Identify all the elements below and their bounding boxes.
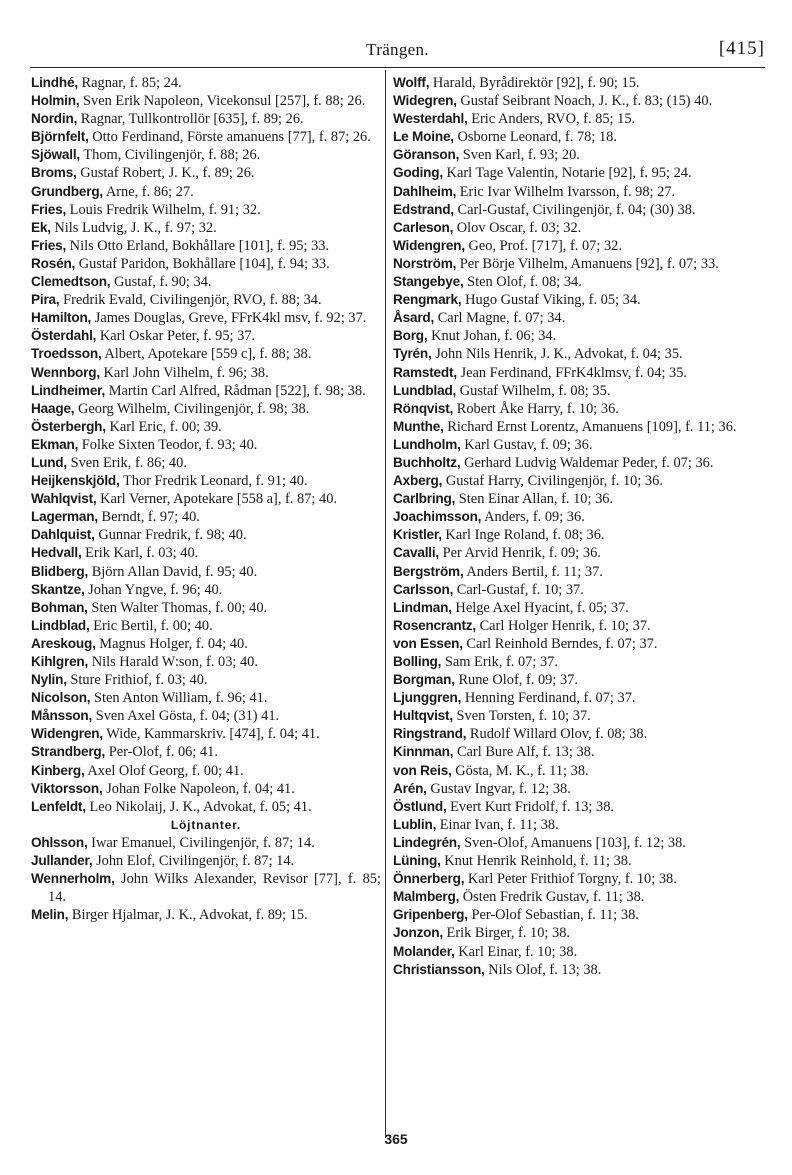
- entry-details: Sven Axel Gösta, f. 04; (31) 41.: [92, 708, 280, 725]
- entry-details: Karl John Vilhelm, f. 96; 38.: [99, 364, 269, 381]
- entry-surname: Norström,: [393, 255, 457, 271]
- list-item: [393, 617, 743, 635]
- list-item: [393, 852, 743, 870]
- entry-surname: Ramstedt,: [393, 364, 457, 380]
- entry-details: Eric Anders, RVO, f. 85; 15.: [467, 111, 636, 128]
- list-item: [31, 689, 381, 707]
- list-item: [31, 834, 381, 852]
- entry-details: Iwar Emanuel, Civilingenjör, f. 87; 14.: [87, 834, 315, 851]
- entry-details: Robert Åke Harry, f. 10; 36.: [453, 400, 619, 417]
- list-item: [31, 852, 381, 870]
- entry-details: Hugo Gustaf Viking, f. 05; 34.: [461, 292, 641, 309]
- list-item: [393, 92, 743, 110]
- entry-details: Nils Harald W:son, f. 03; 40.: [88, 654, 258, 670]
- list-item: [31, 291, 381, 309]
- entry-surname: Nylin,: [31, 672, 67, 688]
- entry-details: Gösta, M. K., f. 11; 38.: [451, 762, 589, 779]
- list-item: [31, 382, 381, 400]
- entry-details: Einar Ivan, f. 11; 38.: [436, 816, 559, 833]
- list-item: [31, 653, 381, 671]
- entry-surname: Troedsson,: [31, 346, 102, 362]
- page-bracket-number: [415]: [718, 38, 765, 59]
- entry-surname: Lindegrén,: [393, 834, 461, 850]
- entry-details: Jean Ferdinand, FFrK4klmsv, f. 04; 35.: [456, 364, 688, 381]
- entry-details: Gunnar Fredrik, f. 98; 40.: [94, 527, 247, 544]
- entry-details: Ragnar, Tullkontrollör [635], f. 89; 26.: [77, 111, 304, 128]
- page-title: Trängen.: [366, 40, 429, 59]
- entry-details: Berndt, f. 97; 40.: [97, 509, 200, 526]
- list-item: [31, 400, 381, 418]
- list-item: [31, 309, 381, 327]
- entry-details: Thor Fredrik Leonard, f. 91; 40.: [119, 473, 308, 490]
- list-item: [31, 762, 381, 780]
- entry-surname: Lindblad,: [31, 617, 90, 633]
- entry-surname: Carlsson,: [393, 581, 454, 597]
- list-item: [393, 382, 743, 400]
- entry-surname: Lindhé,: [31, 75, 78, 90]
- entry-surname: Kinberg,: [31, 762, 85, 778]
- entry-surname: Carleson,: [393, 219, 454, 235]
- list-item: [31, 436, 381, 454]
- list-item: [393, 924, 743, 942]
- list-item: [393, 364, 743, 382]
- entry-surname: Munthe,: [393, 418, 444, 434]
- entry-surname: Christiansson,: [393, 961, 485, 977]
- list-item: [393, 599, 743, 617]
- entry-details: Sten Walter Thomas, f. 00; 40.: [87, 599, 268, 616]
- list-item: [393, 906, 743, 924]
- list-item: [31, 110, 381, 128]
- page-header: [30, 40, 765, 66]
- entry-surname: Widengren,: [31, 726, 103, 742]
- entry-details: Sven-Olof, Amanuens [103], f. 12; 38.: [460, 834, 686, 851]
- entry-surname: Viktorsson,: [31, 780, 103, 796]
- list-item: [393, 689, 743, 707]
- list-item: [31, 870, 381, 906]
- list-item: [393, 146, 743, 164]
- entry-surname: Hamilton,: [31, 310, 92, 326]
- list-item: [31, 74, 381, 92]
- entry-details: Gustaf Harry, Civilingenjör, f. 10; 36.: [442, 473, 663, 490]
- list-item: [31, 472, 381, 490]
- entry-surname: Lindman,: [393, 599, 452, 615]
- entry-details: Sten Einar Allan, f. 10; 36.: [455, 491, 614, 508]
- list-item: [31, 418, 381, 436]
- list-item: [31, 725, 381, 743]
- entry-details: Carl Reinhold Berndes, f. 07; 37.: [462, 635, 658, 652]
- list-item: [393, 816, 743, 834]
- entry-details: Sture Frithiof, f. 03; 40.: [66, 672, 208, 689]
- entry-details: Knut Henrik Reinhold, f. 11; 38.: [440, 853, 632, 870]
- entry-surname: Westerdahl,: [393, 111, 468, 127]
- entry-details: Johan Folke Napoleon, f. 04; 41.: [102, 780, 295, 797]
- entry-surname: Björnfelt,: [31, 129, 89, 145]
- entry-details: Eric Ivar Wilhelm Ivarsson, f. 98; 27.: [456, 183, 676, 200]
- entry-details: Richard Ernst Lorentz, Amanuens [109], f. 11; 36.: [443, 418, 737, 435]
- list-item: [31, 906, 381, 924]
- entry-surname: Göranson,: [393, 147, 460, 163]
- entry-details: Louis Fredrik Wilhelm, f. 91; 32.: [66, 201, 261, 218]
- entry-surname: Skantze,: [31, 581, 85, 597]
- entry-surname: Dahlheim,: [393, 183, 457, 199]
- entry-details: Leo Nikolaij, J. K., Advokat, f. 05; 41.: [85, 798, 312, 815]
- entry-details: Gerhard Ludvig Waldemar Peder, f. 07; 36.: [460, 454, 714, 471]
- list-item: [393, 635, 743, 653]
- entry-details: Sten Anton William, f. 96; 41.: [90, 690, 268, 707]
- entry-details: Karl Verner, Apotekare [558 a], f. 87; 40.: [96, 491, 338, 508]
- entry-surname: Nordin,: [31, 111, 78, 127]
- entry-surname: Areskoug,: [31, 635, 96, 651]
- list-item: [31, 345, 381, 363]
- list-item: [31, 508, 381, 526]
- entry-surname: Cavalli,: [393, 545, 440, 561]
- entry-details: Per-Olof, f. 06; 41.: [105, 744, 218, 761]
- entry-details: Carl-Gustaf, Civilingenjör, f. 04; (30) 38.: [453, 201, 696, 218]
- list-item: [31, 707, 381, 725]
- entry-surname: Axberg,: [393, 473, 443, 489]
- entry-surname: Fries,: [31, 201, 67, 217]
- entry-surname: Wennerholm,: [31, 871, 115, 887]
- entry-surname: Melin,: [31, 907, 69, 923]
- entry-details: Karl Oskar Peter, f. 95; 37.: [96, 328, 256, 345]
- entry-surname: Gripenberg,: [393, 907, 468, 923]
- entry-details: Gustaf Seibrant Noach, J. K., f. 83; (15) 40.: [456, 93, 713, 110]
- list-item: [393, 273, 743, 291]
- list-item: [393, 472, 743, 490]
- entry-surname: Strandberg,: [31, 744, 106, 760]
- list-item: [393, 183, 743, 201]
- entry-details: Thom, Civilingenjör, f. 88; 26.: [80, 147, 261, 164]
- entry-surname: Joachimsson,: [393, 509, 482, 525]
- list-item: [31, 164, 381, 182]
- left-column: [31, 74, 381, 924]
- list-item: [393, 454, 743, 472]
- list-item: [393, 291, 743, 309]
- entry-details: Per-Olof Sebastian, f. 11; 38.: [467, 907, 639, 924]
- list-item: [393, 508, 743, 526]
- entry-details: John Wilks Alexander, Revisor [77], f. 85; 14.: [48, 871, 381, 906]
- list-item: [393, 164, 743, 182]
- entry-details: Nils Ludvig, J. K., f. 97; 32.: [50, 219, 217, 236]
- list-item: [393, 653, 743, 671]
- entry-surname: Rönqvist,: [393, 400, 454, 416]
- entry-surname: Goding,: [393, 165, 443, 181]
- entry-details: Evert Kurt Fridolf, f. 13; 38.: [446, 798, 614, 815]
- entry-surname: Önnerberg,: [393, 871, 465, 887]
- list-item: [393, 327, 743, 345]
- entry-surname: Lundholm,: [393, 436, 461, 452]
- list-item: [393, 743, 743, 761]
- list-item: [393, 544, 743, 562]
- entry-surname: Bolling,: [393, 654, 442, 669]
- entry-surname: Buchholtz,: [393, 454, 461, 470]
- entry-details: Helge Axel Hyacint, f. 05; 37.: [451, 599, 629, 616]
- entry-surname: Lindheimer,: [31, 382, 106, 398]
- entry-surname: von Reis,: [393, 762, 452, 778]
- list-item: [393, 780, 743, 798]
- entry-surname: Nicolson,: [31, 690, 91, 706]
- entry-details: Magnus Holger, f. 04; 40.: [95, 635, 248, 652]
- entry-details: Birger Hjalmar, J. K., Advokat, f. 89; 15.: [68, 907, 308, 924]
- list-item: [31, 146, 381, 164]
- entry-surname: Grundberg,: [31, 183, 104, 199]
- entry-surname: Rosén,: [31, 255, 76, 271]
- entry-surname: Lagerman,: [31, 509, 98, 525]
- entry-details: Georg Wilhelm, Civilingenjör, f. 98; 38.: [74, 400, 310, 417]
- entry-details: Eric Bertil, f. 00; 40.: [89, 617, 213, 634]
- entry-details: Ragnar, f. 85; 24.: [77, 75, 182, 91]
- list-item: [31, 255, 381, 273]
- entry-surname: Rengmark,: [393, 292, 462, 308]
- list-item: [31, 581, 381, 599]
- column-divider: [385, 70, 386, 1138]
- list-item: [393, 128, 743, 146]
- list-item: [393, 436, 743, 454]
- entry-details: Anders, f. 09; 36.: [481, 509, 585, 526]
- entry-details: Harald, Byrådirektör [92], f. 90; 15.: [429, 75, 640, 91]
- entry-details: John Elof, Civilingenjör, f. 87; 14.: [92, 853, 295, 870]
- entry-details: Sven Torsten, f. 10; 37.: [452, 708, 591, 725]
- entry-details: Geo, Prof. [717], f. 07; 32.: [464, 237, 622, 254]
- list-item: [31, 544, 381, 562]
- entry-details: Anders Bertil, f. 11; 37.: [463, 563, 603, 580]
- entry-details: Sven Karl, f. 93; 20.: [459, 147, 580, 164]
- entry-details: Henning Ferdinand, f. 07; 37.: [461, 690, 636, 707]
- list-item: [31, 364, 381, 382]
- header-rule: [30, 67, 765, 68]
- list-item: [31, 219, 381, 237]
- list-item: [31, 635, 381, 653]
- entry-surname: Åsard,: [393, 310, 435, 326]
- list-item: [31, 490, 381, 508]
- entry-surname: Broms,: [31, 165, 77, 181]
- entry-details: Karl Einar, f. 10; 38.: [454, 943, 578, 960]
- entry-details: Karl Tage Valentin, Notarie [92], f. 95; 24.: [442, 165, 692, 182]
- entry-details: Olov Oscar, f. 03; 32.: [453, 219, 582, 236]
- entry-surname: Lundblad,: [393, 382, 457, 398]
- entry-surname: Lüning,: [393, 853, 441, 869]
- page-number: 365: [384, 1131, 408, 1147]
- entry-surname: Lublin,: [393, 816, 437, 832]
- list-item: [31, 128, 381, 146]
- list-item: [31, 327, 381, 345]
- entry-details: Carl Magne, f. 07; 34.: [434, 310, 566, 327]
- entry-details: John Nils Henrik, J. K., Advokat, f. 04; 35.: [431, 346, 683, 363]
- entry-details: Carl Bure Alf, f. 13; 38.: [453, 744, 595, 761]
- entry-details: Sten Olof, f. 08; 34.: [463, 274, 582, 291]
- list-item: [393, 526, 743, 544]
- entry-details: Carl Holger Henrik, f. 10; 37.: [475, 617, 651, 634]
- entry-details: Gustaf Wilhelm, f. 08; 35.: [456, 382, 611, 399]
- entry-surname: Clemedtson,: [31, 274, 111, 290]
- entry-surname: Kinnman,: [393, 744, 454, 760]
- list-item: [31, 563, 381, 581]
- entry-surname: Rosencrantz,: [393, 617, 476, 633]
- entry-surname: Fries,: [31, 237, 67, 253]
- list-item: [393, 110, 743, 128]
- entry-surname: Malmberg,: [393, 889, 460, 905]
- list-item: [31, 454, 381, 472]
- list-item: [393, 762, 743, 780]
- entry-surname: Le Moine,: [393, 129, 454, 145]
- entry-details: Karl Gustav, f. 09; 36.: [460, 436, 593, 453]
- list-item: [393, 309, 743, 327]
- entry-surname: Wolff,: [393, 75, 430, 90]
- entry-details: Per Arvid Henrik, f. 09; 36.: [439, 545, 601, 562]
- entry-surname: Jonzon,: [393, 925, 443, 941]
- entry-surname: Ringstrand,: [393, 726, 467, 742]
- entry-details: Erik Karl, f. 03; 40.: [81, 545, 199, 562]
- entry-details: Karl Peter Frithiof Torgny, f. 10; 38.: [464, 871, 677, 888]
- entry-surname: Edstrand,: [393, 201, 454, 217]
- entry-details: Nils Otto Erland, Bokhållare [101], f. 95; 33.: [66, 237, 330, 254]
- entry-details: Sven Erik, f. 86; 40.: [67, 454, 187, 471]
- list-item: [393, 237, 743, 255]
- list-item: [31, 743, 381, 761]
- entry-details: Knut Johan, f. 06; 34.: [427, 328, 557, 345]
- list-item: [393, 255, 743, 273]
- list-item: [31, 526, 381, 544]
- entry-details: Axel Olof Georg, f. 00; 41.: [84, 762, 244, 779]
- entry-surname: von Essen,: [393, 635, 463, 651]
- entry-surname: Hedvall,: [31, 545, 82, 561]
- entry-surname: Lenfeldt,: [31, 798, 86, 814]
- entry-surname: Widegren,: [393, 93, 457, 109]
- entry-details: Albert, Apotekare [559 c], f. 88; 38.: [101, 346, 312, 363]
- entry-surname: Molander,: [393, 943, 455, 959]
- entry-surname: Kristler,: [393, 527, 442, 543]
- right-column: [393, 74, 743, 979]
- entry-details: Gustaf Robert, J. K., f. 89; 26.: [76, 165, 255, 182]
- entry-details: Wide, Kammarskriv. [474], f. 04; 41.: [102, 726, 320, 743]
- list-item: [393, 707, 743, 725]
- list-item: [393, 798, 743, 816]
- list-item: [393, 400, 743, 418]
- list-item: [393, 888, 743, 906]
- list-item: [393, 961, 743, 979]
- list-item: [393, 671, 743, 689]
- section-subheading: Löjtnanter.: [170, 817, 242, 832]
- list-item: [393, 345, 743, 363]
- entry-details: Gustaf Paridon, Bokhållare [104], f. 94; 33.: [75, 255, 330, 272]
- entry-details: Gustaf, f. 90; 34.: [110, 274, 212, 291]
- entry-surname: Widengren,: [393, 237, 465, 253]
- entry-details: Karl Inge Roland, f. 08; 36.: [441, 527, 605, 544]
- entry-details: Björn Allan David, f. 95; 40.: [88, 563, 258, 580]
- entry-surname: Borgman,: [393, 672, 455, 688]
- entry-surname: Jullander,: [31, 853, 93, 869]
- entry-details: Carl-Gustaf, f. 10; 37.: [453, 581, 584, 598]
- list-item: [393, 943, 743, 961]
- entry-surname: Stangebye,: [393, 274, 464, 290]
- entry-details: Erik Birger, f. 10; 38.: [442, 925, 571, 942]
- entry-details: Östen Fredrik Gustav, f. 11; 38.: [459, 889, 645, 906]
- list-item: [393, 74, 743, 92]
- list-item: [31, 237, 381, 255]
- list-item: [31, 780, 381, 798]
- list-item: [393, 725, 743, 743]
- list-item: [31, 798, 381, 816]
- entry-surname: Dahlquist,: [31, 527, 95, 543]
- entry-surname: Borg,: [393, 328, 428, 344]
- list-item: [393, 563, 743, 581]
- list-item: [31, 273, 381, 291]
- list-item: [31, 183, 381, 201]
- entry-surname: Ohlsson,: [31, 834, 88, 850]
- list-item: [393, 490, 743, 508]
- list-item: [31, 617, 381, 635]
- entry-surname: Wahlqvist,: [31, 491, 97, 507]
- entry-surname: Österdahl,: [31, 328, 97, 344]
- entry-surname: Tyrén,: [393, 346, 432, 362]
- entry-details: James Douglas, Greve, FFrK4kl msv, f. 92; 37.: [91, 310, 367, 327]
- list-item: [393, 201, 743, 219]
- entry-surname: Östlund,: [393, 798, 447, 814]
- entry-details: Gustav Ingvar, f. 12; 38.: [426, 780, 571, 797]
- list-item: [393, 834, 743, 852]
- entry-surname: Sjöwall,: [31, 147, 81, 163]
- entry-details: Sven Erik Napoleon, Vicekonsul [257], f. 88; 26.: [79, 93, 366, 110]
- entry-surname: Lund,: [31, 454, 67, 470]
- entry-details: Osborne Leonard, f. 78; 18.: [453, 129, 617, 146]
- entry-details: Folke Sixten Teodor, f. 93; 40.: [78, 436, 258, 453]
- entry-surname: Österbergh,: [31, 418, 106, 434]
- entry-surname: Ekman,: [31, 436, 79, 452]
- entry-details: Martin Carl Alfred, Rådman [522], f. 98; 38.: [105, 382, 366, 399]
- entry-details: Rune Olof, f. 09; 37.: [454, 672, 578, 689]
- list-item: [393, 581, 743, 599]
- entry-surname: Blidberg,: [31, 563, 89, 579]
- entry-surname: Haage,: [31, 400, 75, 416]
- entry-surname: Ek,: [31, 219, 51, 235]
- entry-surname: Carlbring,: [393, 491, 456, 507]
- entry-surname: Arén,: [393, 780, 427, 796]
- list-item: [393, 418, 743, 436]
- entry-surname: Pira,: [31, 292, 60, 308]
- entry-surname: Holmin,: [31, 93, 80, 109]
- entry-details: Johan Yngve, f. 96; 40.: [84, 581, 223, 598]
- entry-surname: Ljunggren,: [393, 690, 462, 706]
- entry-surname: Månsson,: [31, 708, 93, 724]
- entry-surname: Wennborg,: [31, 364, 100, 380]
- list-item: [393, 219, 743, 237]
- entry-surname: Bergström,: [393, 563, 464, 579]
- entry-details: Sam Erik, f. 07; 37.: [441, 654, 558, 670]
- entry-details: Arne, f. 86; 27.: [103, 183, 194, 200]
- list-item: [31, 671, 381, 689]
- entry-details: Otto Ferdinand, Förste amanuens [77], f. 87; 26.: [88, 129, 371, 146]
- list-item: [31, 599, 381, 617]
- entry-surname: Hultqvist,: [393, 708, 453, 724]
- list-item: [31, 92, 381, 110]
- entry-details: Karl Eric, f. 00; 39.: [105, 418, 222, 435]
- entry-surname: Bohman,: [31, 599, 88, 615]
- list-item: [393, 870, 743, 888]
- entry-surname: Kihlgren,: [31, 654, 89, 669]
- entry-details: Fredrik Evald, Civilingenjör, RVO, f. 88; 34.: [59, 292, 322, 309]
- entry-details: Nils Olof, f. 13; 38.: [484, 961, 602, 978]
- entry-surname: Heijkenskjöld,: [31, 473, 120, 489]
- entry-details: Per Börje Vilhelm, Amanuens [92], f. 07; 33.: [456, 255, 719, 272]
- list-item: [31, 201, 381, 219]
- entry-details: Rudolf Willard Olov, f. 08; 38.: [466, 726, 648, 743]
